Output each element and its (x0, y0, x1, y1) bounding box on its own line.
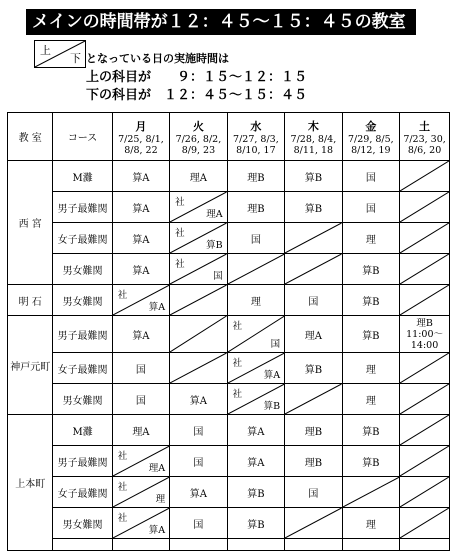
schedule-cell (170, 316, 227, 353)
schedule-cell: 国 (170, 508, 227, 539)
course-name: 男女難関 (53, 384, 112, 415)
legend-lower-label: 下 (70, 52, 81, 65)
schedule-cell (342, 477, 399, 508)
table-row (8, 161, 450, 192)
table-row (8, 384, 450, 415)
schedule-cell: 算B (342, 446, 399, 477)
schedule-cell: 理A (112, 415, 169, 446)
diagonal-line (285, 508, 341, 538)
course-name: 男女難関 (53, 285, 112, 316)
diagonal-line (285, 223, 341, 253)
schedule-cell: 理A (170, 161, 227, 192)
lower-subject: 国 (213, 271, 223, 282)
diagonal-line (343, 477, 399, 507)
day-name: 土 (419, 119, 431, 133)
diagonal-line (400, 254, 449, 284)
lower-subject: 理A (206, 209, 223, 220)
upper-subject: 社 (117, 482, 128, 493)
schedule-cell (400, 384, 450, 415)
schedule-cell: 理A (285, 316, 342, 353)
schedule-cell (285, 254, 342, 285)
schedule-cell: 算A (112, 161, 169, 192)
lower-subject: 理 (155, 494, 166, 505)
course-name: 女子最難関 (53, 353, 112, 384)
diagonal-line (285, 384, 341, 414)
schedule-cell (170, 285, 227, 316)
schedule-cell (170, 192, 227, 223)
day-dates: 7/27, 8/3, 8/10, 17 (233, 133, 279, 156)
schedule-cell (400, 508, 450, 539)
header-day-sat (400, 113, 450, 161)
schedule-cell (227, 254, 284, 285)
day-dates: 7/25, 8/1, 8/8, 22 (118, 133, 164, 156)
schedule-cell (400, 223, 450, 254)
table-row (8, 508, 450, 539)
diagonal-line (400, 384, 449, 414)
table-row (8, 446, 450, 477)
table-row (8, 192, 450, 223)
table-row (8, 285, 450, 316)
course-name: 男女難関 (53, 508, 112, 539)
diagonal-line (400, 477, 449, 507)
cell-note-line: 14:00 (410, 339, 439, 351)
schedule-cell: 算B (342, 254, 399, 285)
day-name: 月 (135, 119, 147, 133)
schedule-cell (400, 353, 450, 384)
schedule-cell: 算A (112, 192, 169, 223)
header-day-thu (285, 113, 342, 161)
schedule-cell (400, 415, 450, 446)
schedule-cell (227, 384, 284, 415)
legend-text-upper-time: 上の科目が ９：１５〜１２：１５ (86, 70, 308, 85)
day-name: 木 (307, 119, 319, 133)
cell-note-line: 11:00〜 (406, 328, 443, 340)
schedule-cell: 理B (285, 415, 342, 446)
upper-subject: 社 (117, 451, 128, 462)
schedule-cell (400, 446, 450, 477)
diagonal-line (285, 254, 341, 284)
schedule-cell: 理B (227, 161, 284, 192)
upper-subject: 社 (232, 389, 243, 400)
schedule-cell: 算B (342, 316, 399, 353)
table-row (8, 223, 450, 254)
table-row (8, 353, 450, 384)
schedule-cell: 算A (170, 384, 227, 415)
schedule-cell: 算B (227, 477, 284, 508)
diagonal-line (170, 353, 226, 383)
page-banner: メインの時間帯が１２：４５〜１５：４５の教室 (26, 9, 416, 35)
schedule-cell: 理 (342, 384, 399, 415)
lower-subject: 算A (148, 525, 166, 536)
legend-box (34, 40, 86, 68)
schedule-cell (400, 192, 450, 223)
schedule-cell: 算A (112, 254, 169, 285)
schedule-cell: 算A (112, 316, 169, 353)
schedule-cell: 国 (285, 285, 342, 316)
schedule-cell (112, 285, 169, 316)
diagonal-line (170, 285, 226, 315)
header-course: コース (53, 113, 112, 161)
table-row (8, 477, 450, 508)
schedule-cell: 算B (285, 192, 342, 223)
room-name: 西 宮 (8, 161, 53, 285)
cell-note-line: 理B (416, 317, 433, 329)
room-name: 神戸元町 (8, 316, 53, 415)
header-day-wed (227, 113, 284, 161)
course-name: M灘 (53, 161, 112, 192)
schedule-cell: 国 (170, 446, 227, 477)
legend-text-lower-time: 下の科目が １２：４５〜１５：４５ (86, 88, 308, 103)
legend-upper-label: 上 (40, 44, 51, 57)
schedule-cell: 算B (285, 353, 342, 384)
upper-subject: 社 (175, 228, 185, 239)
schedule-cell: 算A (112, 223, 169, 254)
schedule-cell: 算A (227, 446, 284, 477)
table-row (8, 316, 450, 353)
diagonal-line (400, 508, 449, 538)
diagonal-line (400, 446, 449, 476)
day-name: 水 (250, 119, 262, 133)
schedule-cell (285, 223, 342, 254)
schedule-cell: 国 (285, 477, 342, 508)
schedule-cell: 国 (112, 353, 169, 384)
schedule-cell (400, 161, 450, 192)
diagonal-line (400, 285, 449, 315)
course-name: 男女難関 (53, 254, 112, 285)
schedule-cell: 国 (227, 223, 284, 254)
course-name: 女子最難関 (53, 223, 112, 254)
diagonal-line (400, 223, 449, 253)
diagonal-line (400, 353, 449, 383)
day-dates: 7/28, 8/4, 8/11, 18 (290, 133, 337, 156)
upper-subject: 社 (175, 197, 185, 208)
lower-subject: 算B (206, 240, 223, 251)
course-name: 男子最難関 (53, 316, 112, 353)
lower-subject: 国 (270, 339, 281, 350)
course-name: M灘 (53, 415, 112, 446)
day-dates: 7/23, 30, 8/6, 20 (403, 133, 446, 156)
schedule-cell: 算B (285, 161, 342, 192)
schedule-cell: 理 (342, 223, 399, 254)
schedule-cell: 理 (227, 285, 284, 316)
lower-subject: 理A (148, 463, 166, 474)
schedule-cell: 算A (170, 477, 227, 508)
upper-subject: 社 (175, 259, 185, 270)
schedule-cell (400, 316, 450, 353)
room-name: 明 石 (8, 285, 53, 316)
schedule-cell (400, 285, 450, 316)
schedule-cell: 算B (342, 415, 399, 446)
schedule-cell: 国 (342, 161, 399, 192)
schedule-table (7, 112, 450, 551)
day-name: 火 (192, 119, 204, 133)
course-name: 男子最難関 (53, 192, 112, 223)
schedule-cell (400, 477, 450, 508)
schedule-cell: 国 (112, 384, 169, 415)
table-row (8, 254, 450, 285)
lower-subject: 算A (148, 302, 166, 313)
schedule-cell: 理 (342, 508, 399, 539)
schedule-cell (170, 353, 227, 384)
diagonal-line (228, 254, 284, 284)
legend-text-1: となっている日の実施時間は (86, 52, 229, 65)
diagonal-line (400, 161, 449, 191)
course-name: 女子最難関 (53, 477, 112, 508)
upper-subject: 社 (117, 513, 128, 524)
diagonal-line (400, 192, 449, 222)
header-day-mon (112, 113, 169, 161)
day-dates: 7/26, 8/2, 8/9, 23 (175, 133, 222, 156)
schedule-cell (285, 384, 342, 415)
day-name: 金 (365, 119, 377, 133)
schedule-cell: 国 (170, 415, 227, 446)
lower-subject: 算A (263, 370, 281, 381)
header-row (8, 113, 450, 161)
schedule-cell (170, 223, 227, 254)
schedule-cell: 算A (227, 415, 284, 446)
lower-subject: 算B (263, 401, 281, 412)
schedule-cell: 理B (227, 192, 284, 223)
upper-subject: 社 (232, 321, 243, 332)
schedule-cell: 理B (285, 446, 342, 477)
header-day-tue (170, 113, 227, 161)
schedule-cell (227, 353, 284, 384)
schedule-cell (112, 477, 169, 508)
upper-subject: 社 (117, 290, 128, 301)
course-name: 男子最難関 (53, 446, 112, 477)
schedule-cell: 算B (342, 285, 399, 316)
schedule-cell (170, 254, 227, 285)
header-room: 教 室 (8, 113, 53, 161)
table-row (8, 415, 450, 446)
schedule-cell: 算B (227, 508, 284, 539)
schedule-cell (112, 508, 169, 539)
room-name: 上本町 (8, 415, 53, 551)
header-day-fri (342, 113, 399, 161)
schedule-cell: 理 (342, 353, 399, 384)
schedule-cell: 国 (342, 192, 399, 223)
day-dates: 7/29, 8/5, 8/12, 19 (348, 133, 394, 156)
schedule-cell (285, 508, 342, 539)
schedule-cell (112, 446, 169, 477)
upper-subject: 社 (232, 358, 243, 369)
diagonal-line (170, 316, 226, 352)
schedule-cell (400, 254, 450, 285)
diagonal-line (400, 415, 449, 445)
schedule-cell (227, 316, 284, 353)
